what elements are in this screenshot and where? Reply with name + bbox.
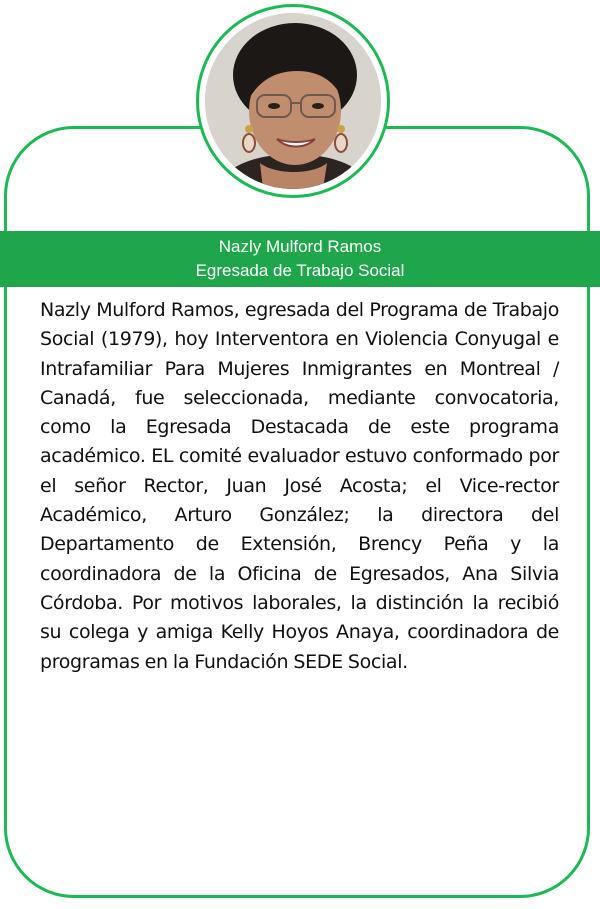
- person-role: Egresada de Trabajo Social: [195, 261, 405, 280]
- biography-text: Nazly Mulford Ramos, egresada del Programa de Trabajo Social (1979), hoy Interventora en Violencia Conyugal e Intrafamiliar Para Mujeres Inmigrantes en Montreal / Canadá, fue seleccionada, mediante convocatoria, como la Egresada Destacada de este programa académico. EL comité evaluador estuvo conformado por el señor Rector, Juan José Acosta; el Vice-rector Académico, Arturo González; la directora del Departamento de Extensión, Brency Peña y la coordinadora de la Oficina de Egresados, Ana Silvia Córdoba. Por motivos laborales, la distinción la recibió su colega y amiga Kelly Hoyos Anaya, coordinadora de programas en la Fundación SEDE Social.: [40, 299, 559, 673]
- name-banner: [0, 231, 600, 287]
- portrait-photo: [205, 13, 381, 189]
- avatar: [205, 13, 381, 189]
- person-name: Nazly Mulford Ramos: [218, 237, 382, 256]
- avatar-frame: [196, 4, 390, 198]
